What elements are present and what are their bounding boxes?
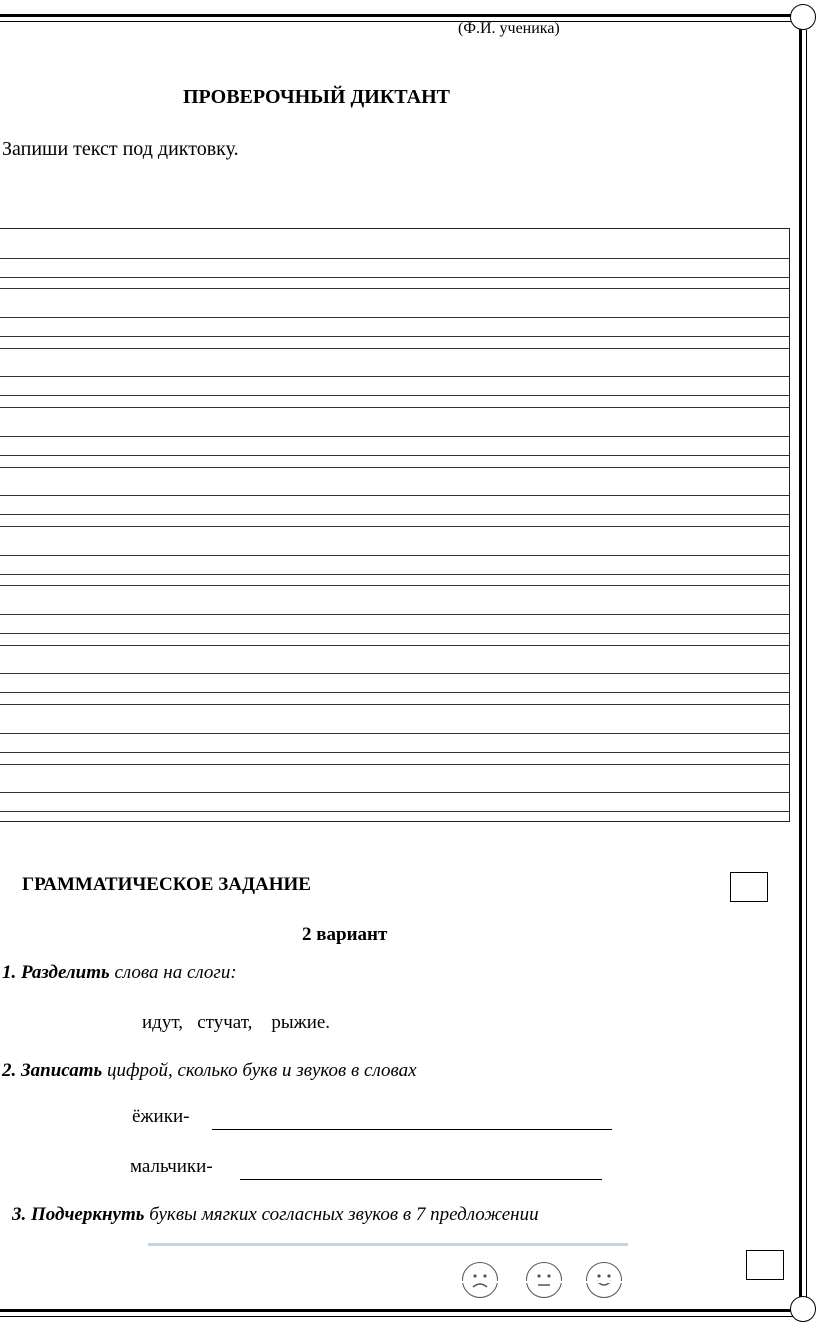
- frame-top-border: [0, 14, 806, 17]
- variant-label: 2 вариант: [302, 924, 388, 945]
- grammar-score-box[interactable]: [730, 872, 768, 902]
- writing-line: [0, 455, 789, 456]
- writing-line: [0, 614, 789, 615]
- writing-line: [0, 673, 789, 674]
- writing-line: [0, 692, 789, 693]
- task-1-verb: 1. Разделить: [2, 962, 110, 983]
- row-separator-line: [0, 348, 789, 349]
- writing-line: [0, 317, 789, 318]
- frame-bottom-border: [0, 1309, 806, 1312]
- row-separator-line: [0, 526, 789, 527]
- dictation-instruction: Запиши текст под диктовку.: [2, 138, 239, 160]
- sad-face-icon[interactable]: [462, 1262, 498, 1298]
- frame-corner-bottom-right: [790, 1296, 816, 1322]
- task-2-item-1-label: ёжики-: [132, 1106, 190, 1127]
- writing-line: [0, 376, 789, 377]
- writing-line: [0, 258, 789, 259]
- self-assessment-faces: [460, 1262, 640, 1283]
- writing-line: [0, 514, 789, 515]
- frame-right-inner-border: [806, 30, 807, 1302]
- writing-line: [0, 555, 789, 556]
- task-3-score-box[interactable]: [746, 1250, 784, 1280]
- writing-line: [0, 752, 789, 753]
- faces-crop-mask: [460, 1281, 640, 1283]
- frame-right-border: [799, 14, 802, 1310]
- row-separator-line: [0, 585, 789, 586]
- row-separator-line: [0, 467, 789, 468]
- task-2-item-2-label: мальчики-: [130, 1156, 213, 1177]
- writing-line: [0, 733, 789, 734]
- dictation-writing-lines[interactable]: [0, 228, 790, 822]
- frame-top-inner-border: [0, 21, 806, 22]
- task-2-item-2-answer-line[interactable]: [240, 1179, 602, 1180]
- writing-line: [0, 495, 789, 496]
- task-2: [2, 1060, 417, 1082]
- task-3-text: буквы мягких согласных звуков в 7 предложении: [144, 1204, 539, 1225]
- writing-line: [0, 277, 789, 278]
- task-1: [2, 962, 237, 984]
- row-separator-line: [0, 407, 789, 408]
- grammar-title: ГРАММАТИЧЕСКОЕ ЗАДАНИЕ: [22, 874, 311, 895]
- writing-line: [0, 633, 789, 634]
- happy-face-icon[interactable]: [586, 1262, 622, 1298]
- task-1-text: слова на слоги:: [109, 962, 237, 983]
- task-3: [12, 1204, 539, 1226]
- writing-line: [0, 395, 789, 396]
- writing-line: [0, 336, 789, 337]
- task-2-text: цифрой, сколько букв и звуков в словах: [102, 1060, 417, 1081]
- writing-line: [0, 792, 789, 793]
- frame-bottom-inner-border: [0, 1316, 806, 1317]
- task-2-verb: 2. Записать: [2, 1060, 103, 1081]
- neutral-face-icon[interactable]: [526, 1262, 562, 1298]
- task-1-words: идут, стучат, рыжие.: [142, 1012, 331, 1033]
- student-name-caption: (Ф.И. ученика): [458, 20, 560, 37]
- writing-line: [0, 574, 789, 575]
- row-separator-line: [0, 288, 789, 289]
- writing-line: [0, 811, 789, 812]
- task-3-verb: 3. Подчеркнуть: [12, 1204, 145, 1225]
- scan-artifact-line: [148, 1243, 628, 1246]
- task-2-item-1-answer-line[interactable]: [212, 1129, 612, 1130]
- row-separator-line: [0, 645, 789, 646]
- frame-corner-top-right: [790, 4, 816, 30]
- dictation-title: ПРОВЕРОЧНЫЙ ДИКТАНТ: [183, 86, 450, 108]
- writing-line: [0, 436, 789, 437]
- row-separator-line: [0, 764, 789, 765]
- row-separator-line: [0, 704, 789, 705]
